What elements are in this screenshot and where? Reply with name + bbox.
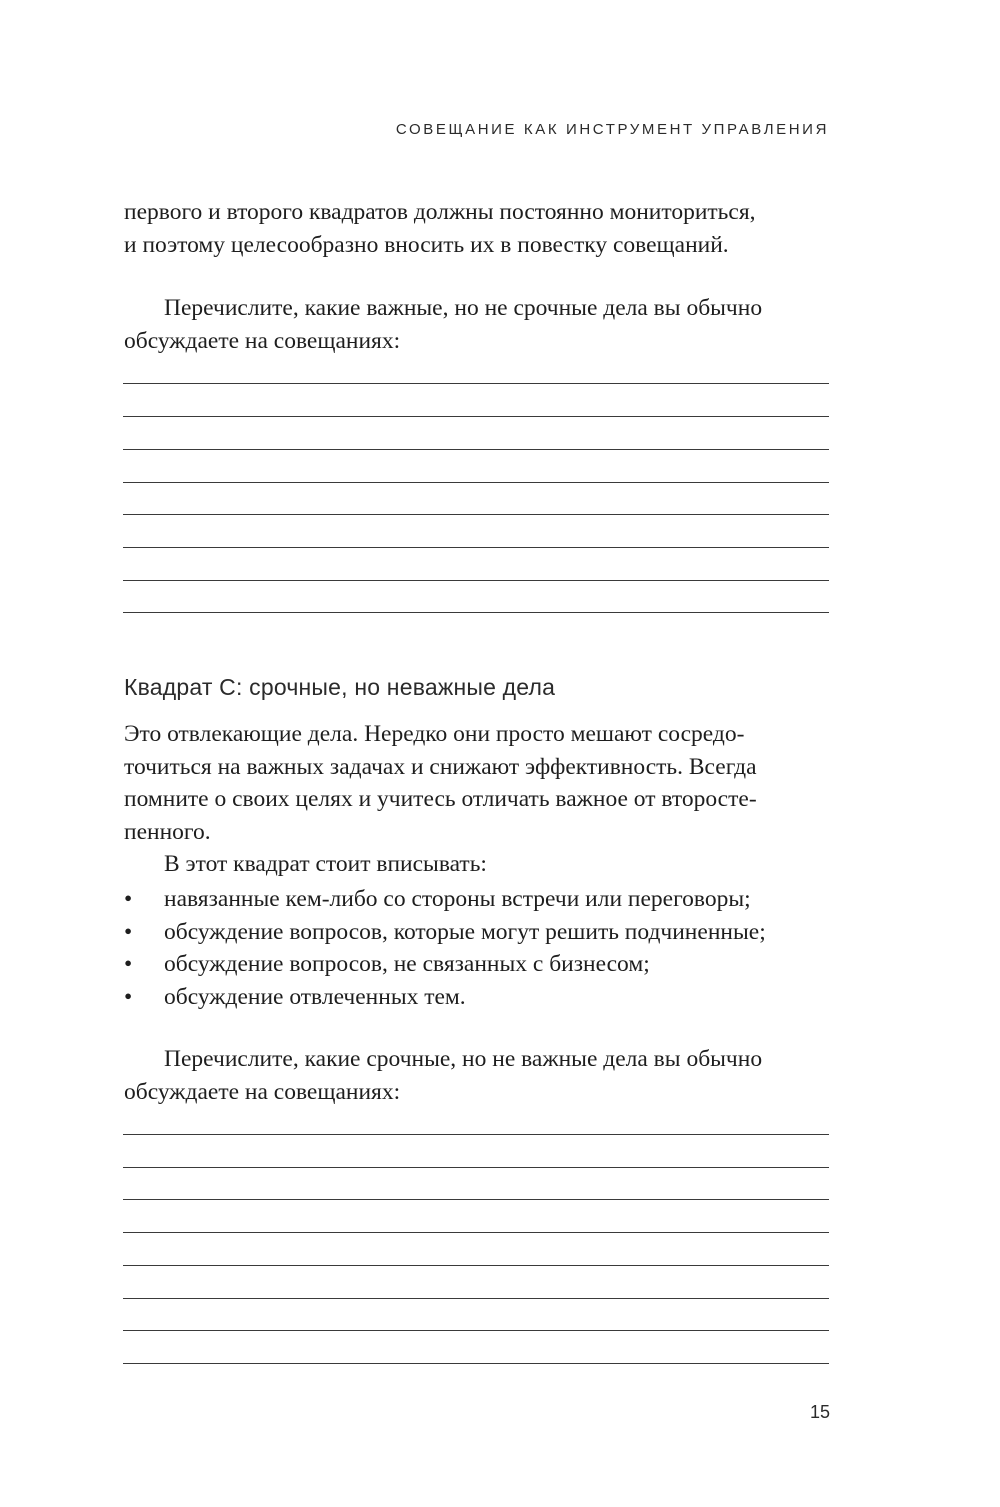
writing-line[interactable] bbox=[123, 1330, 829, 1331]
list-item-text: обсуждение вопросов, не связанных с бизнесом; bbox=[164, 951, 650, 977]
section-c-body bbox=[124, 718, 830, 848]
list-item bbox=[124, 916, 830, 949]
prompt-b-line-1: Перечислите, какие важные, но не срочные дела вы обычно bbox=[164, 295, 763, 321]
intro-line-1: первого и второго квадратов должны постоянно мониториться, bbox=[124, 199, 756, 225]
section-heading-quadrant-c: Квадрат C: срочные, но неважные дела bbox=[124, 674, 556, 700]
list-item-text: обсуждение отвлеченных тем. bbox=[164, 983, 466, 1010]
list-item bbox=[124, 981, 830, 1014]
writing-line[interactable] bbox=[123, 1199, 829, 1200]
list-item bbox=[124, 948, 830, 981]
section-c-line-4: пенного. bbox=[124, 818, 211, 845]
prompt-important-not-urgent bbox=[124, 292, 830, 357]
prompt-b-line-2: обсуждаете на совещаниях: bbox=[124, 327, 401, 354]
writing-line[interactable] bbox=[123, 1265, 829, 1266]
prompt-c-line-1: Перечислите, какие срочные, но не важные дела вы обычно bbox=[164, 1046, 763, 1072]
writing-line[interactable] bbox=[123, 383, 829, 384]
intro-paragraph bbox=[124, 196, 830, 261]
writing-line[interactable] bbox=[123, 482, 829, 483]
list-intro: В этот квадрат стоит вписывать: bbox=[164, 851, 487, 877]
bullet-icon: • bbox=[124, 983, 133, 1010]
writing-line[interactable] bbox=[123, 416, 829, 417]
section-c-line-2: точиться на важных задачах и снижают эффективность. Всегда bbox=[124, 753, 757, 780]
list-item-text: навязанные кем-либо со стороны встречи или переговоры; bbox=[164, 886, 751, 912]
writing-line[interactable] bbox=[123, 547, 829, 548]
bullet-list bbox=[124, 883, 830, 1013]
list-item bbox=[124, 883, 830, 916]
bullet-icon: • bbox=[124, 951, 133, 977]
section-c-line-1: Это отвлекающие дела. Нередко они просто мешают сосредо- bbox=[124, 721, 745, 747]
writing-line[interactable] bbox=[123, 1298, 829, 1299]
bullet-icon: • bbox=[124, 886, 133, 912]
list-item-text: обсуждение вопросов, которые могут решить подчиненные; bbox=[164, 918, 766, 945]
writing-line[interactable] bbox=[123, 1363, 829, 1364]
intro-line-2: и поэтому целесообразно вносить их в повестку совещаний. bbox=[124, 231, 729, 258]
prompt-urgent-not-important bbox=[124, 1043, 830, 1108]
prompt-c-line-2: обсуждаете на совещаниях: bbox=[124, 1078, 401, 1105]
bullet-icon: • bbox=[124, 918, 133, 945]
writing-line[interactable] bbox=[123, 1134, 829, 1135]
writing-line[interactable] bbox=[123, 1167, 829, 1168]
writing-line[interactable] bbox=[123, 514, 829, 515]
writing-line[interactable] bbox=[123, 580, 829, 581]
writing-line[interactable] bbox=[123, 612, 829, 613]
running-head: СОВЕЩАНИЕ КАК ИНСТРУМЕНТ УПРАВЛЕНИЯ bbox=[395, 121, 829, 138]
writing-line[interactable] bbox=[123, 449, 829, 450]
section-c-line-3: помните о своих целях и учитесь отличать важное от второсте- bbox=[124, 786, 757, 812]
writing-line[interactable] bbox=[123, 1232, 829, 1233]
page-number: 15 bbox=[809, 1402, 830, 1422]
